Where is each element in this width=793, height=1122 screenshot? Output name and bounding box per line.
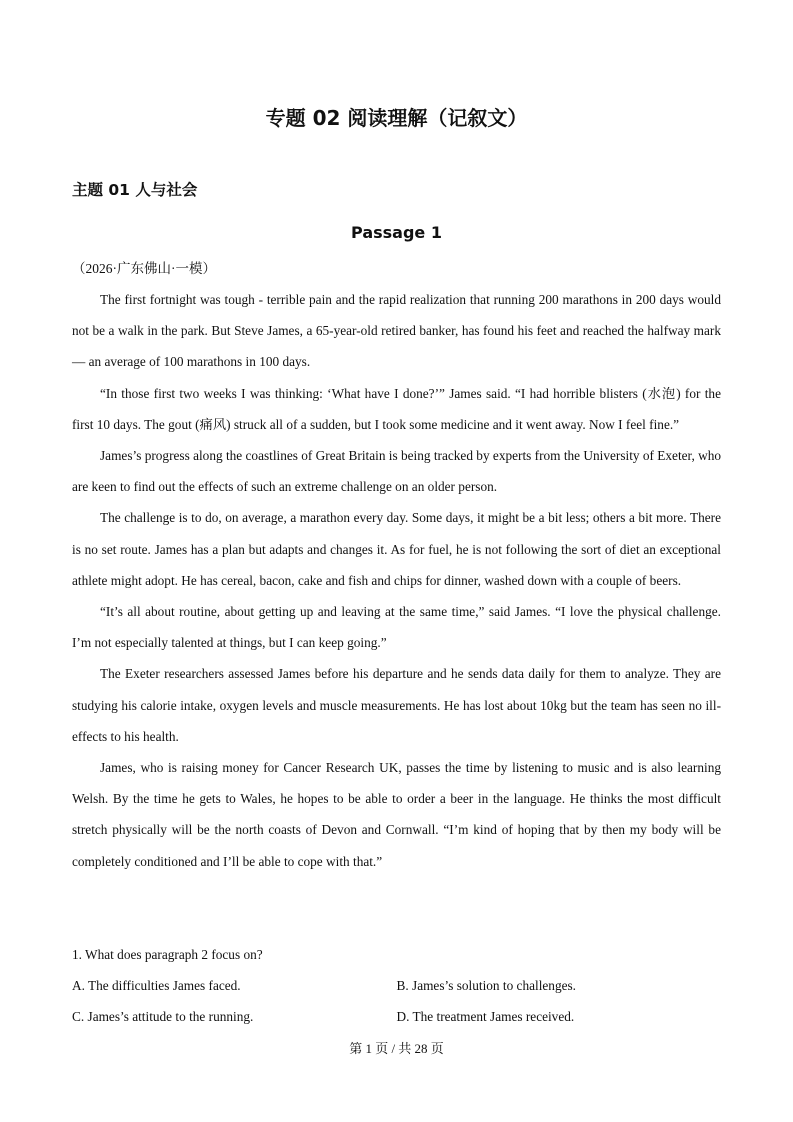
- paragraph: The first fortnight was tough - terrible pain and the rapid realization that running 200 marathons in 200 days would not be a walk in the park. But Steve James, a 65-year-old retired banker, has found his feet and reached the halfway mark — an average of 100 marathons in 100 days.: [72, 292, 721, 370]
- question-stem: 1. What does paragraph 2 focus on?: [72, 947, 263, 962]
- paragraph: James’s progress along the coastlines of Great Britain is being tracked by experts from the University of Exeter, who are keen to find out the effects of such an extreme challenge on an older person.: [72, 448, 721, 495]
- document-title: 专题 02 阅读理解（记叙文）: [265, 106, 528, 130]
- option-d: D. The treatment James received.: [396, 1009, 575, 1025]
- topic-heading: 主题 01 人与社会: [72, 181, 198, 199]
- paragraph: The challenge is to do, on average, a marathon every day. Some days, it might be a bit less; others a bit more. There is no set route. James has a plan but adapts and changes it. As for fuel, he is not following the sort of diet an exceptional athlete might adopt. He has cereal, bacon, cake and fish and chips for dinner, washed down with a couple of beers.: [72, 510, 721, 588]
- paragraph: The Exeter researchers assessed James before his departure and he sends data daily for them to analyze. They are studying his calorie intake, oxygen levels and muscle measurements. He has lost about 10kg but the team has seen no ill-effects to his health.: [72, 666, 721, 744]
- option-a: A. The difficulties James faced.: [72, 978, 241, 994]
- page-footer: 第 1 页 / 共 28 页: [349, 1041, 444, 1056]
- option-b: B. James’s solution to challenges.: [396, 978, 576, 994]
- paragraph: “In those first two weeks I was thinking: ‘What have I done?’” James said. “I had horrible blisters (水泡) for the first 10 days. The gout (痛风) struck all of a sudden, but I took some medicine and it went away. Now I feel fine.”: [72, 385, 721, 432]
- paragraph: “It’s all about routine, about getting up and leaving at the same time,” said James. “I love the physical challenge. I’m not especially talented at things, but I can keep going.”: [72, 604, 721, 651]
- question-block: [72, 939, 721, 1033]
- options-row: [72, 1001, 721, 1032]
- passage-body: [72, 284, 721, 877]
- passage-title: Passage 1: [351, 223, 442, 242]
- paragraph: James, who is raising money for Cancer Research UK, passes the time by listening to music and is also learning Welsh. By the time he gets to Wales, he hopes to be able to order a beer in the language. He thinks the most difficult stretch physically will be the north coasts of Devon and Cornwall. “I’m kind of hoping that by then my body will be completely conditioned and I’ll be able to cope with that.”: [72, 760, 721, 869]
- source-note: （2026·广东佛山·一模）: [72, 261, 216, 276]
- options-row: [72, 970, 721, 1001]
- option-c: C. James’s attitude to the running.: [72, 1009, 254, 1025]
